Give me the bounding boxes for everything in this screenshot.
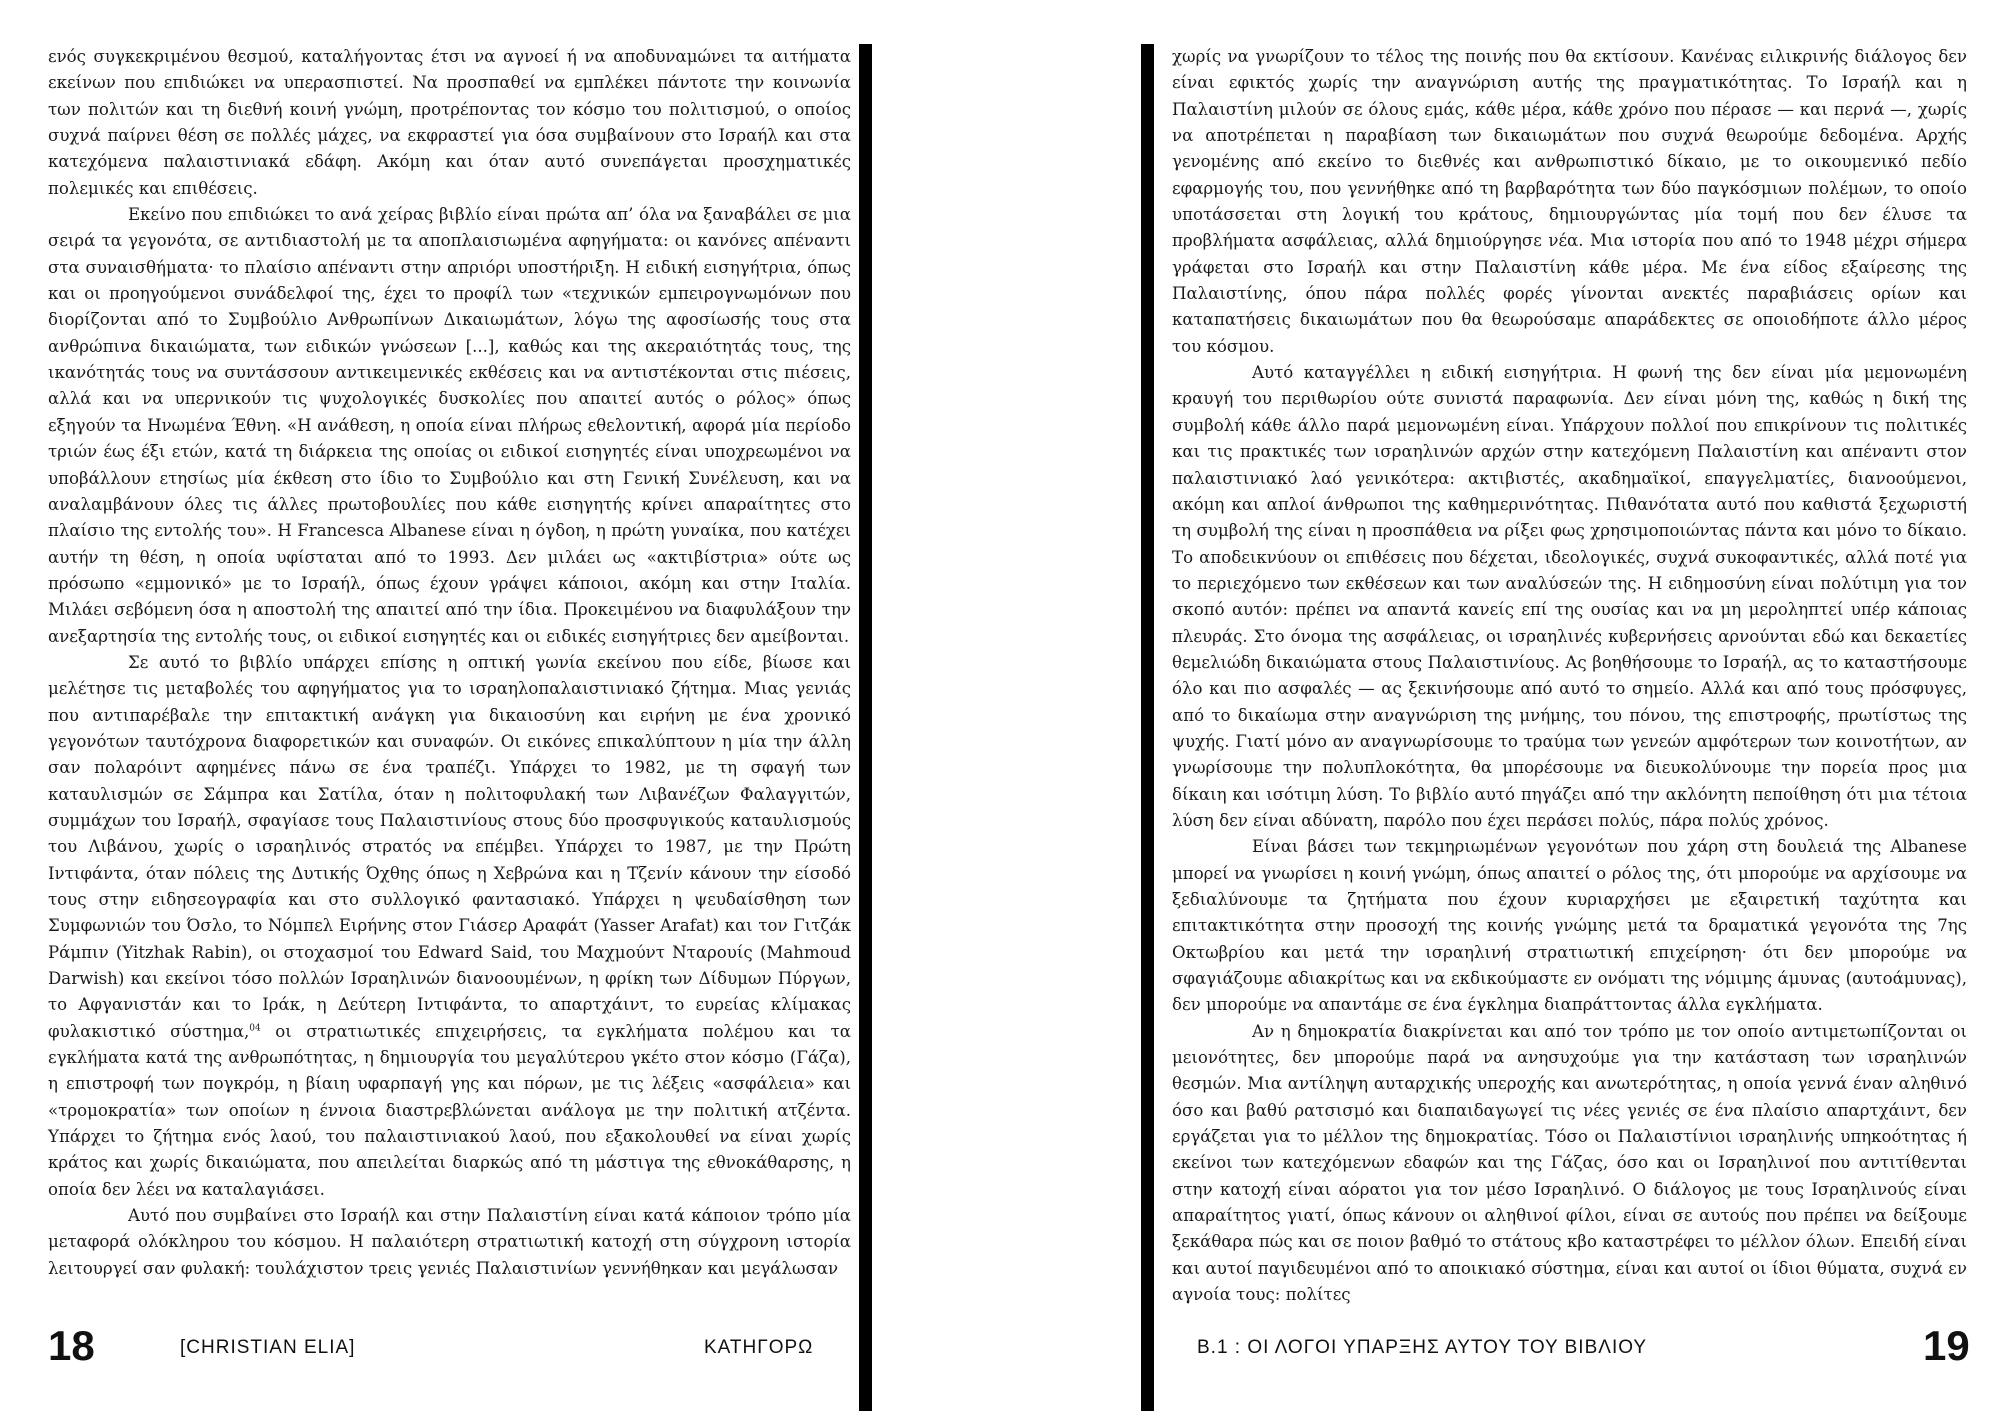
right-paragraph-3: Είναι βάσει των τεκμηριωμένων γεγονότων που χάρη στη δουλειά της Albanese μπορεί να γνωρίσει η κοινή γνώμη, όπως απαιτεί ο ρόλος της, ότι μπορούμε να αρχίσουμε να ξεδιαλύνουμε τα ζητήματα που έχουν κυριαρχήσει με εξαιρετική ταχύτητα και επιτακτικότητα στην προσοχή της κοινής γνώμης μετά τα δραματικά γεγονότα της 7ης Οκτωβρίου και μετά την ισραηλινή στρατιωτική επιχείρηση· ότι δεν μπορούμε να σφαγιάζουμε αδιακρίτως και να εκδικούμαστε εν ονόματι της νόμιμης άμυνας (αυτοάμυνας), δεν μπορούμε να απαντάμε σε ένα έγκλημα διαπράττοντας άλλα εγκλήματα.	[1172, 837, 1967, 1015]
right-page-body-text	[1172, 44, 1967, 1309]
running-head-chapter: Β.1 : ΟΙ ΛΟΓΟΙ ΥΠΑΡΞΗΣ ΑΥΤΟΥ ΤΟΥ ΒΙΒΛΙΟΥ	[1197, 1337, 1648, 1358]
left-paragraph-4: Αυτό που συμβαίνει στο Ισραήλ και στην Παλαιστίνη είναι κατά κάποιον τρόπο μία μεταφορά ολόκληρου του κόσμου. Η παλαιότερη στρατιωτική κατοχή στη σύγχρονη ιστορία λειτουργεί σαν φυλακή: τουλάχιστον τρεις γενιές Παλαιστινίων γεννήθηκαν και μεγάλωσαν	[48, 1206, 851, 1278]
footnote-marker[interactable]: 04	[249, 1023, 261, 1034]
left-paragraph-1: ενός συγκεκριμένου θεσμού, καταλήγοντας έτσι να αγνοεί ή να αποδυναμώνει τα αιτήματα εκείνων που επιδιώκει να υπερασπιστεί. Να προσπαθεί να εμπλέκει πάντοτε την κοινωνία των πολιτών και τη διεθνή κοινή γνώμη, προτρέποντας τον κόσμο του πολιτισμού, ο οποίος συχνά παίρνει θέση σε πολλές μάχες, να εκφραστεί για όσα συμβαίνουν στο Ισραήλ και στα κατεχόμενα παλαιστινιακά εδάφη. Ακόμη και όταν αυτό συνεπάγεται προσχηματικές πολεμικές και επιθέσεις.	[48, 47, 851, 198]
left-paragraph-3-continued: οι στρατιωτικές επιχειρήσεις, τα εγκλήματα πολέμου και τα εγκλήματα κατά της ανθρωπότητας, η δημιουργία του μεγαλύτερου γκέτο στον κόσμο (Γάζα), η επιστροφή των πογκρόμ, η βίαιη υφαρπαγή γης και πόρων, με τις λέξεις «ασφάλεια» και «τρομοκρατία» των οποίων η έννοια διαστρεβλώνεται ανάλογα με την πολιτική ατζέντα. Υπάρχει το ζήτημα ενός λαού, του παλαιστινιακού λαού, που εξακολουθεί να είναι χωρίς κράτος και χωρίς δικαιώματα, που απειλείται διαρκώς από τη μάστιγα της εθνοκάθαρσης, η οποία δεν λέει να καταλαγιάσει.	[48, 1021, 851, 1199]
right-page-number: 19	[1923, 1322, 1970, 1369]
right-paragraph-4: Αν η δημοκρατία διακρίνεται και από τον τρόπο με τον οποίο αντιμετωπίζονται οι μειονότητες, δεν μπορούμε παρά να ανησυχούμε για την κατάσταση των ισραηλινών θεσμών. Μια αντίληψη αυταρχικής υπεροχής και ανωτερότητας, η οποία γεννά έναν αληθινό όσο και βαθύ ρατσισμό και διαπαιδαγωγεί τις νέες γενιές σε ένα πλαίσιο απαρτχάιντ, δεν εργάζεται για το μέλλον της δημοκρατίας. Τόσο οι Παλαιστίνιοι ισραηλινής υπηκοότητας ή εκείνοι των κατεχόμενων εδαφών και της Γάζας, όσο και οι Ισραηλινοί που αντιτίθενται στην κατοχή είναι αόρατοι για τον μέσο Ισραηλινό. Ο διάλογος με τους Ισραηλινούς είναι απαραίτητος γιατί, όπως κάνουν οι αληθινοί φίλοι, είναι σε αυτούς που πρέπει να δείξουμε ξεκάθαρα πώς και σε ποιον βαθμό το στάτους κβο καταστρέφει το μέλλον όλων. Επειδή είναι και αυτοί παγιδευμένοι από το αποικιακό σύστημα, είναι και αυτοί οι ίδιοι θύματα, συχνά εν αγνοία τους: πολίτες	[1172, 1021, 1967, 1305]
left-page-number: 18	[48, 1322, 95, 1369]
left-paragraph-3-text: Σε αυτό το βιβλίο υπάρχει επίσης η οπτική γωνία εκείνου που είδε, βίωσε και μελέτησε τις μεταβολές του αφηγήματος για το ισραηλοπαλαιστινιακό ζήτημα. Μιας γενιάς που αντιπαρέβαλε την επιτακτική ανάγκη για δικαιοσύνη και ειρήνη με ένα χρονικό γεγονότων ταυτόχρονα διαφορετικών και συναφών. Οι εικόνες επικαλύπτουν η μία την άλλη σαν πολαρόιντ αφημένες πάνω σε ένα τραπέζι. Υπάρχει το 1982, με τη σφαγή των καταυλισμών σε Σάμπρα και Σατίλα, όταν η πολιτοφυλακή των Λιβανέζων Φαλαγγιτών, συμμάχων του Ισραήλ, σφαγίασε τους Παλαιστινίους στους δύο προσφυγικούς καταυλισμούς του Λιβάνου, χωρίς ο ισραηλινός στρατός να επέμβει. Υπάρχει το 1987, με την Πρώτη Ιντιφάντα, όταν πόλεις της Δυτικής Όχθης όπως η Χεβρώνα και η Τζενίν κάνουν την είσοδό τους στην ειδησεογραφία και στο συλλογικό φαντασιακό. Υπάρχει η ψευδαίσθηση των Συμφωνιών του Όσλο, το Νόμπελ Ειρήνης στον Γιάσερ Αραφάτ (Yasser Arafat) και τον Γιτζάκ Ράμπιν (Yitzhak Rabin), οι στοχασμοί του Edward Said, του Μαχμούντ Νταρουίς (Mahmoud Darwish) και εκείνοι τόσο πολλών Ισραηλινών διανοουμένων, η φρίκη των Δίδυμων Πύργων, το Αφγανιστάν και το Ιράκ, η Δεύτερη Ιντιφάντα, το απαρτχάιντ, το ευρείας κλίμακας φυλακιστικό σύστημα,	[48, 652, 851, 1041]
right-paragraph-1: χωρίς να γνωρίζουν το τέλος της ποινής που θα εκτίσουν. Κανένας ειλικρινής διάλογος δεν είναι εφικτός χωρίς την αναγνώριση αυτής της πραγματικότητας. Το Ισραήλ και η Παλαιστίνη μιλούν σε όλους εμάς, κάθε μέρα, κάθε χρόνο που πέρασε — και περνά —, χωρίς να αποτρέπεται η παραβίαση των δικαιωμάτων που συχνά θεωρούμε δεδομένα. Αρχής γενομένης από εκείνο το διεθνές και ανθρωπιστικό δίκαιο, με το οικουμενικό πεδίο εφαρμογής του, που γεννήθηκε από τη βαρβαρότητα των δύο παγκόσμιων πολέμων, το οποίο υποτάσσεται στη λογική του κράτους, δημιουργώντας μία τομή που δεν έλυσε τα προβλήματα ασφάλειας, αλλά δημιούργησε νέα. Μια ιστορία που από το 1948 μέχρι σήμερα γράφεται στο Ισραήλ και στην Παλαιστίνη κάθε μέρα. Με ένα είδος εξαίρεσης της Παλαιστίνης, όπου πάρα πολλές φορές γίνονται ανεκτές παραβιάσεις ορίων και καταπατήσεις δικαιωμάτων που θα θεωρούσαμε απαράδεκτες σε οποιοδήποτε άλλο μέρος του κόσμου.	[1172, 47, 1967, 356]
left-page-body-text	[48, 44, 851, 1282]
left-paragraph-3	[48, 650, 851, 1203]
running-head-author: [CHRISTIAN ELIA]	[180, 1337, 356, 1358]
right-page	[1004, 0, 2008, 1417]
right-page-vertical-rule	[1141, 44, 1154, 1411]
left-paragraph-2: Εκείνο που επιδιώκει το ανά χείρας βιβλίο είναι πρώτα απ’ όλα να ξαναβάλει σε μια σειρά τα γεγονότα, σε αντιδιαστολή με τα αποπλαισιωμένα αφηγήματα: οι κανόνες απέναντι στα συναισθήματα· το πλαίσιο απέναντι στην απριόρι υποστήριξη. Η ειδική εισηγήτρια, όπως και οι προηγούμενοι συνάδελφοί της, έχει το προφίλ των «τεχνικών εμπειρογνωμόνων που διορίζονται από το Συμβούλιο Ανθρωπίνων Δικαιωμάτων, λόγω της αφοσίωσής τους στα ανθρώπινα δικαιώματα, των ειδικών γνώσεων [...], καθώς και της ακεραιότητάς τους, της ικανότητάς τους να συντάσσουν αντικειμενικές εκθέσεις και να αντιστέκονται στις πιέσεις, αλλά και να υπερνικούν τις ψυχολογικές δυσκολίες που απαιτεί αυτός ο ρόλος» όπως εξηγούν τα Ηνωμένα Έθνη. «Η ανάθεση, η οποία είναι πλήρως εθελοντική, αφορά μία περίοδο τριών έως έξι ετών, κατά τη διάρκεια της οποίας οι ειδικοί εισηγητές είναι υποχρεωμένοι να υποβάλλουν ετησίως μία έκθεση στο ίδιο το Συμβούλιο και στη Γενική Συνέλευση, και να αναλαμβάνουν όλες τις άλλες πρωτοβουλίες που κάθε εισηγητής κρίνει απαραίτητες στο πλαίσιο της εντολής του». Η Francesca Albanese είναι η όγδοη, η πρώτη γυναίκα, που κατέχει αυτήν τη θέση, η οποία υφίσταται από το 1993. Δεν μιλάει ως «ακτιβίστρια» ούτε ως πρόσωπο «εμμονικό» με το Ισραήλ, όπως έχουν γράψει κάποιοι, ακόμη και στην Ιταλία. Μιλάει σεβόμενη όσα η αποστολή της απαιτεί από την ίδια. Προκειμένου να διαφυλάξουν την ανεξαρτησία της εντολής τους, οι ειδικοί εισηγητές και οι ειδικές εισηγήτριες δεν αμείβονται.	[48, 205, 851, 646]
right-paragraph-2: Αυτό καταγγέλλει η ειδική εισηγήτρια. Η φωνή της δεν είναι μία μεμονωμένη κραυγή του περιθωρίου ούτε συνιστά παραφωνία. Δεν είναι μόνη της, καθώς η δική της συμβολή κάθε άλλο παρά μεμονωμένη είναι. Υπάρχουν πολλοί που επικρίνουν τις πολιτικές και τις πρακτικές των ισραηλινών αρχών στην κατεχόμενη Παλαιστίνη και απέναντι στον παλαιστινιακό λαό γενικότερα: ακτιβιστές, ακαδημαϊκοί, επαγγελματίες, διανοούμενοι, ακόμη και απλοί άνθρωποι της καθημερινότητας. Πιθανότατα αυτό που καθιστά ξεχωριστή τη συμβολή της είναι η προσπάθεια να ρίξει φως χρησιμοποιώντας πάντα και μόνο το δίκαιο. Το αποδεικνύουν οι επιθέσεις που δέχεται, ιδεολογικές, συχνά συκοφαντικές, αλλά ποτέ για το περιεχόμενο των εκθέσεων και των αναλύσεών της. Η ειδημοσύνη είναι πολύτιμη για τον σκοπό αυτόν: πρέπει να απαντά κανείς επί της ουσίας και να μη μεροληπτεί υπέρ κάποιας πλευράς. Στο όνομα της ασφάλειας, οι ισραηλινές κυβερνήσεις αρνούνται εδώ και δεκαετίες θεμελιώδη δικαιώματα στους Παλαιστινίους. Ας βοηθήσουμε το Ισραήλ, ας το καταστήσουμε όλο και πιο ασφαλές — ας ξεκινήσουμε από αυτό το σημείο. Αλλά και από τους πρόσφυγες, από το δικαίωμα στην αναγνώριση της μνήμης, του πόνου, της επιστροφής, πρωτίστως της ψυχής. Γιατί μόνο αν αναγνωρίσουμε το τραύμα των γενεών αμφότερων των κοινοτήτων, αν γνωρίσουμε την πολυπλοκότητα, θα μπορέσουμε να διευκολύνουμε την πορεία προς μια δίκαιη και ισότιμη λύση. Το βιβλίο αυτό πηγάζει από την ακλόνητη πεποίθηση ότι μια τέτοια λύση δεν είναι αδύνατη, παρόλο που έχει περάσει πολύς, πάρα πολύς χρόνος.	[1172, 363, 1967, 830]
running-head-title: ΚΑΤΗΓΟΡΩ	[704, 1337, 814, 1358]
left-page-vertical-rule	[859, 44, 872, 1411]
